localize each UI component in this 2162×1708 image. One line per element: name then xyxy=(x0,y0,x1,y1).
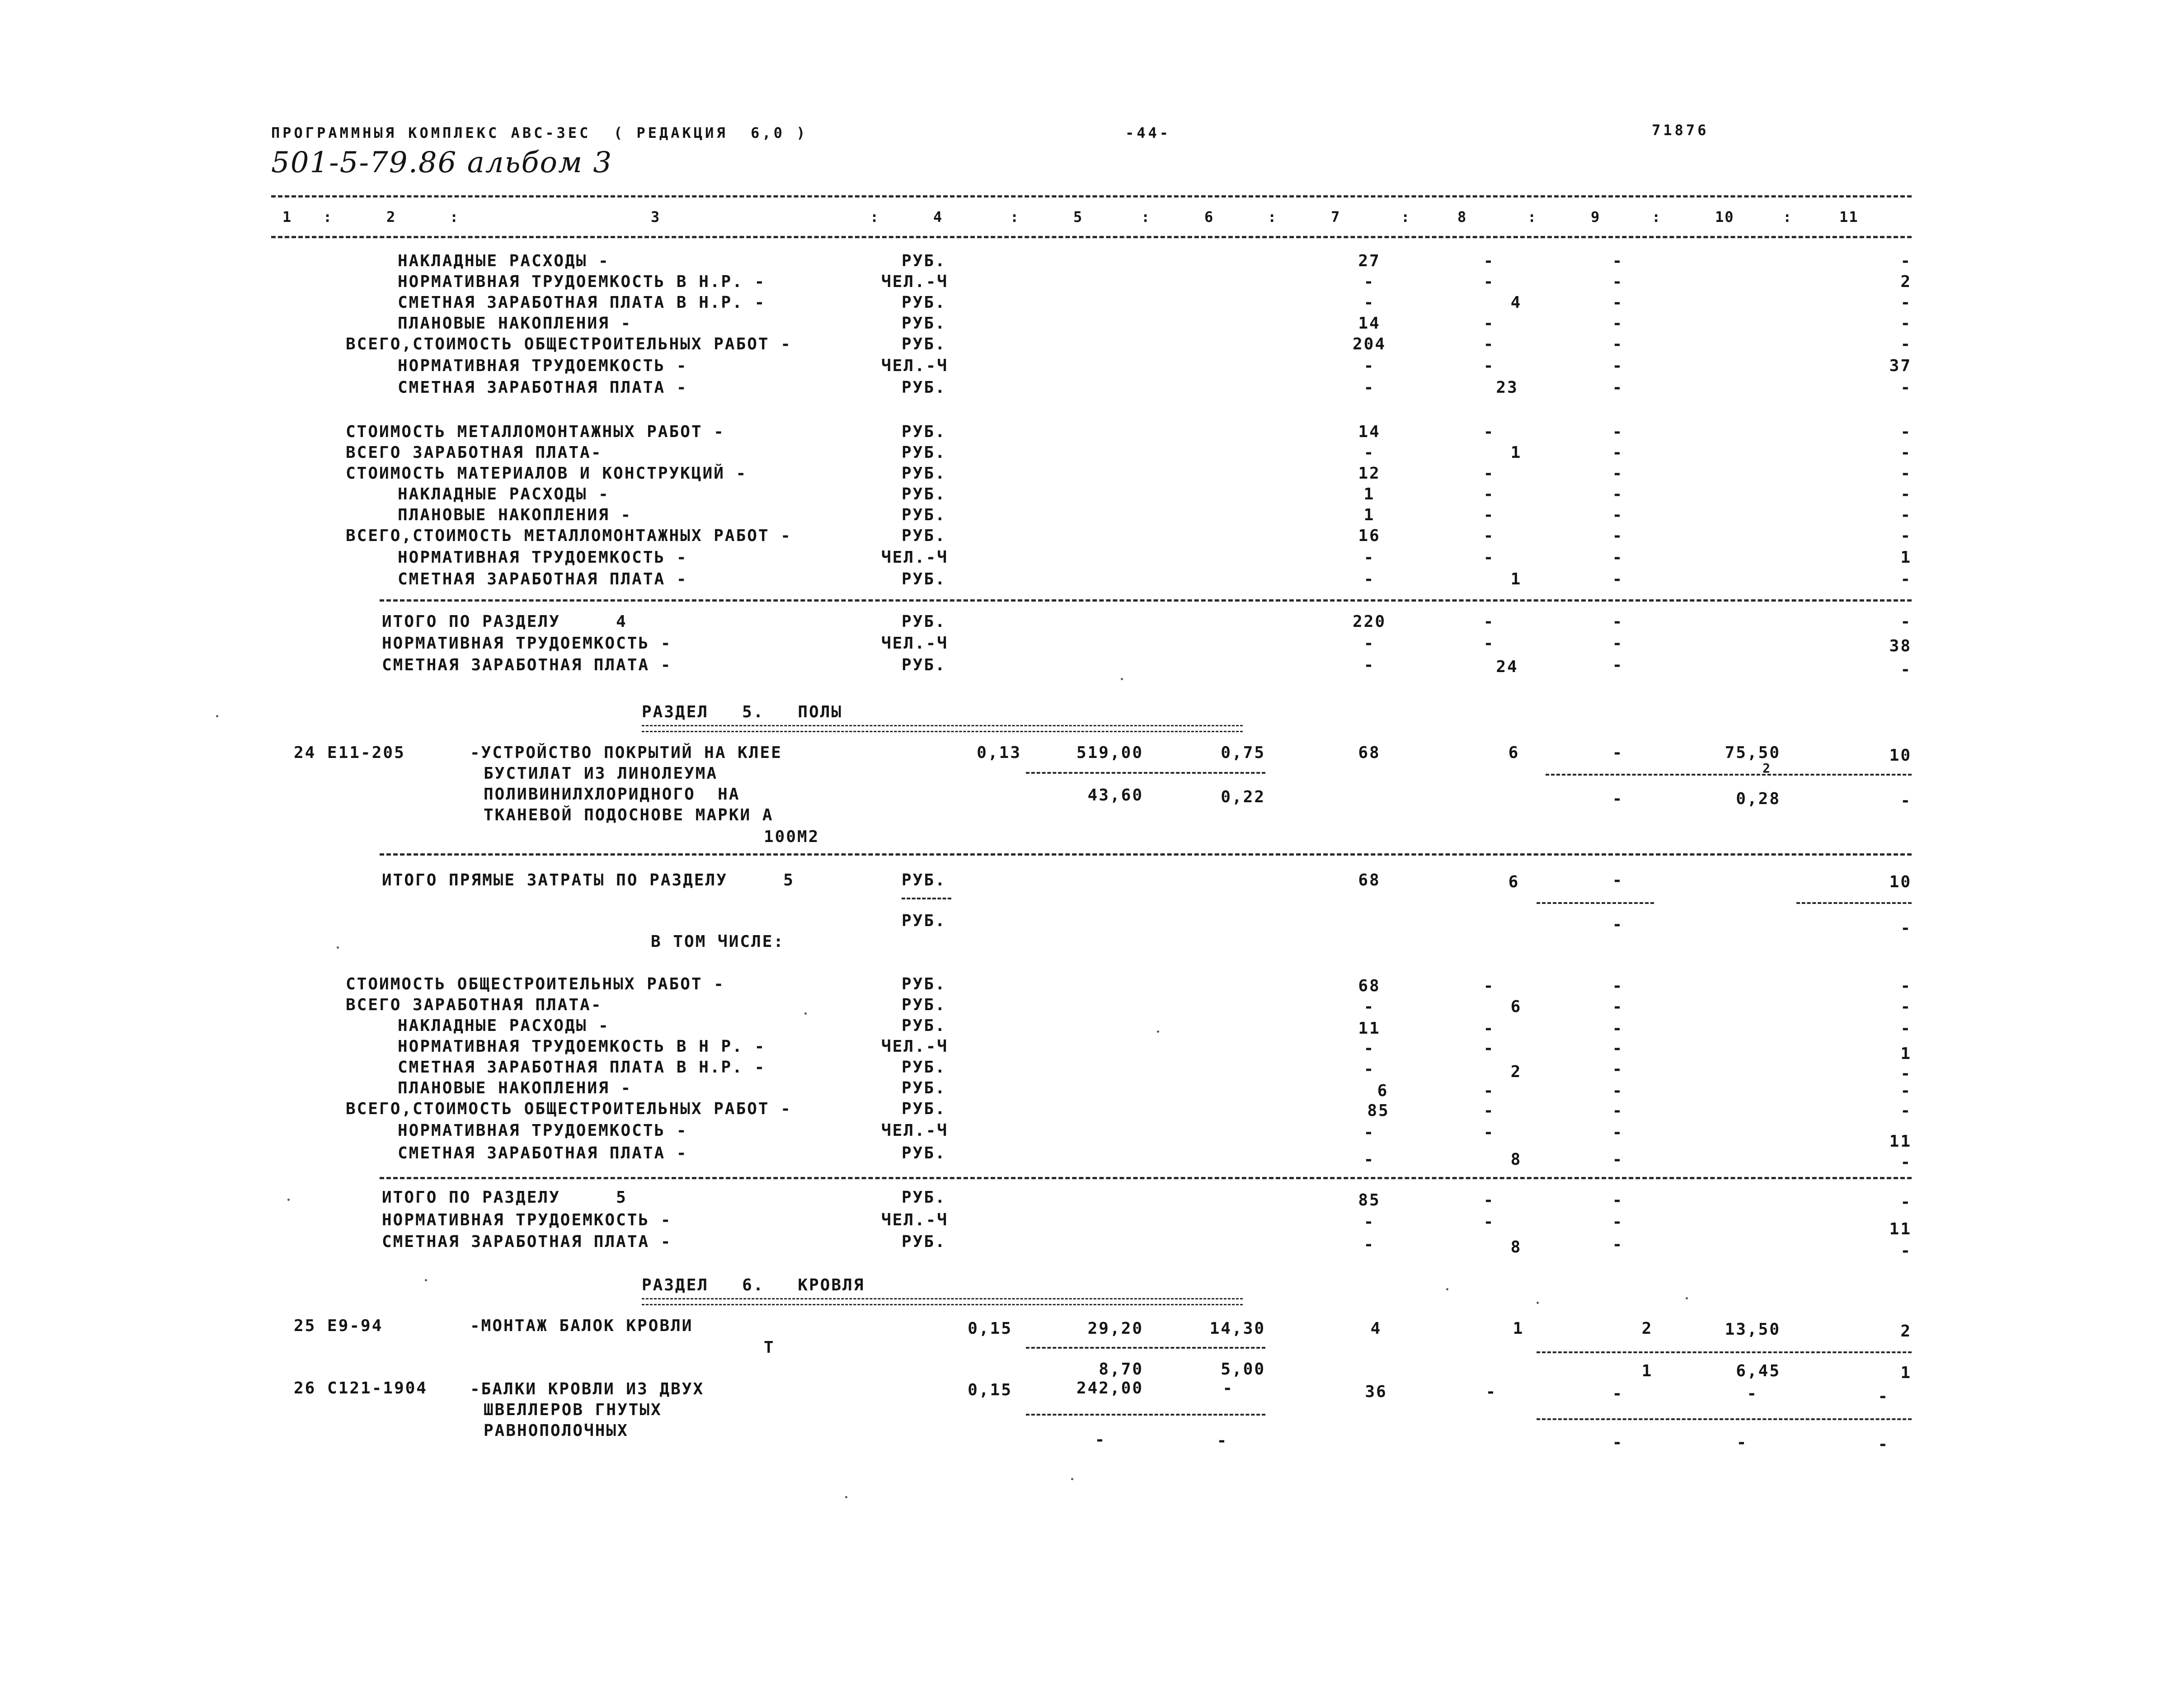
row-col7: 14 xyxy=(1358,314,1381,333)
row-col9: - xyxy=(1612,464,1624,483)
row-col8: - xyxy=(1483,1123,1495,1142)
row-label: СТОИМОСТЬ ОБЩЕСТРОИТЕЛЬНЫХ РАБОТ - xyxy=(346,975,725,993)
direct-costs-unit-2: РУБ. xyxy=(902,912,946,930)
row-col11: 38 xyxy=(1889,637,1912,655)
row-label: СТОИМОСТЬ МАТЕРИАЛОВ И КОНСТРУКЦИЙ - xyxy=(346,464,747,483)
column-header-top-rule xyxy=(271,195,1912,198)
scan-speck xyxy=(1686,1297,1688,1299)
row-col9: - xyxy=(1612,1101,1624,1120)
item-col11b: - xyxy=(1900,791,1912,810)
row-col8: - xyxy=(1483,464,1495,483)
row-col11: - xyxy=(1900,314,1912,333)
row-label: НОРМАТИВНАЯ ТРУДОЕМКОСТЬ В Н.Р. - xyxy=(398,273,766,291)
row-label: СМЕТНАЯ ЗАРАБОТНАЯ ПЛАТА В Н.Р. - xyxy=(398,1058,766,1077)
scan-speck xyxy=(1071,1478,1073,1480)
row-unit: ЧЕЛ.-Ч xyxy=(881,357,949,375)
row-col8: - xyxy=(1483,357,1495,375)
row-unit: РУБ. xyxy=(902,485,946,503)
row-col8: - xyxy=(1483,634,1495,653)
col-10-header: 10 xyxy=(1715,208,1734,226)
row-col9: - xyxy=(1612,1082,1624,1100)
section-5-total-rule xyxy=(380,1177,1912,1179)
row-col8: - xyxy=(1483,1019,1495,1038)
col-2-header: 2 xyxy=(386,208,396,226)
item-description: ТКАНЕВОЙ ПОДОСНОВЕ МАРКИ А xyxy=(484,806,774,824)
direct-costs-unit-rule xyxy=(902,898,951,899)
row-col8: - xyxy=(1483,506,1495,524)
row-unit: РУБ. xyxy=(902,612,946,631)
col-separator: : xyxy=(1528,208,1537,226)
row-col7: - xyxy=(1363,1150,1375,1169)
row-label: СМЕТНАЯ ЗАРАБОТНАЯ ПЛАТА - xyxy=(398,570,688,588)
program-header: ПРОГРАММНЫЯ КОМПЛЕКС АВС-3ЕС ( РЕДАКЦИЯ 6,0 ) xyxy=(271,124,808,141)
scan-speck xyxy=(1121,678,1123,680)
row-col9: - xyxy=(1612,506,1624,524)
row-label: НОРМАТИВНАЯ ТРУДОЕМКОСТЬ - xyxy=(398,357,688,375)
item-col4: 0,15 xyxy=(968,1381,1012,1399)
item-col5: 29,20 xyxy=(1087,1319,1143,1338)
row-col11: - xyxy=(1900,335,1912,353)
row-unit: РУБ. xyxy=(902,335,946,353)
item-description: -УСТРОЙСТВО ПОКРЫТИЙ НА КЛЕЕ xyxy=(470,743,782,762)
item-col6: - xyxy=(1222,1379,1234,1397)
item-unit: 100М2 xyxy=(764,828,820,846)
row-col11: - xyxy=(1900,527,1912,545)
row-unit: РУБ. xyxy=(902,293,946,312)
direct-costs-col7: 68 xyxy=(1358,871,1381,889)
section-4-total-rule xyxy=(380,599,1912,602)
col-4-header: 4 xyxy=(933,208,943,226)
row-unit: РУБ. xyxy=(902,1079,946,1097)
row-col7: 85 xyxy=(1358,1191,1381,1209)
row-col7: - xyxy=(1363,443,1375,462)
item-col11: 10 xyxy=(1889,746,1912,765)
col-separator: : xyxy=(870,208,880,226)
section-title: РАЗДЕЛ 5. ПОЛЫ xyxy=(642,703,843,721)
item-col6: 0,75 xyxy=(1221,743,1265,762)
row-col8: - xyxy=(1483,273,1495,291)
col-separator: : xyxy=(1652,208,1662,226)
row-col11: - xyxy=(1900,1019,1912,1038)
item-col5b: - xyxy=(1095,1430,1106,1449)
direct-costs-col9-rule xyxy=(1537,902,1654,904)
row-col8: - xyxy=(1483,548,1495,567)
row-label: ВСЕГО,СТОИМОСТЬ ОБЩЕСТРОИТЕЛЬНЫХ РАБОТ - xyxy=(346,335,792,353)
scan-speck xyxy=(216,715,218,717)
col-separator: : xyxy=(450,208,460,226)
direct-costs-label: ИТОГО ПРЯМЫЕ ЗАТРАТЫ ПО РАЗДЕЛУ 5 xyxy=(382,871,794,889)
row-col9: - xyxy=(1612,998,1624,1016)
row-col8: - xyxy=(1483,1101,1495,1120)
row-col11: - xyxy=(1900,1064,1912,1083)
item-col7: 4 xyxy=(1370,1319,1382,1338)
item-col6b: - xyxy=(1217,1431,1228,1450)
row-col11: - xyxy=(1900,998,1912,1016)
row-unit: РУБ. xyxy=(902,464,946,483)
row-col8: - xyxy=(1483,612,1495,631)
row-unit: ЧЕЛ.-Ч xyxy=(881,273,949,291)
row-col7: - xyxy=(1363,1123,1375,1142)
row-unit: РУБ. xyxy=(902,570,946,588)
item-description: -МОНТАЖ БАЛОК КРОВЛИ xyxy=(470,1317,693,1335)
item-col9: - xyxy=(1612,1384,1624,1403)
col-separator: : xyxy=(1268,208,1278,226)
row-col7: - xyxy=(1363,1235,1375,1254)
row-col8: - xyxy=(1483,1082,1495,1100)
item-sub-rule xyxy=(1537,1351,1912,1353)
row-col7: 85 xyxy=(1367,1101,1390,1120)
row-col8: 1 xyxy=(1510,443,1522,462)
row-col11: - xyxy=(1900,1153,1912,1172)
row-unit: РУБ. xyxy=(902,656,946,674)
scan-speck xyxy=(337,946,339,949)
row-col8: 8 xyxy=(1510,1150,1522,1169)
row-col7: - xyxy=(1363,998,1375,1016)
direct-costs-rule xyxy=(380,853,1912,856)
item-unit: Т xyxy=(764,1338,775,1357)
row-col11: - xyxy=(1900,293,1912,312)
item-col5: 519,00 xyxy=(1076,743,1143,762)
direct-costs-unit: РУБ. xyxy=(902,871,946,889)
scan-speck xyxy=(1446,1288,1448,1290)
row-label: ВСЕГО,СТОИМОСТЬ ОБЩЕСТРОИТЕЛЬНЫХ РАБОТ - xyxy=(346,1100,792,1118)
row-col8: - xyxy=(1483,1191,1495,1209)
row-col11: - xyxy=(1900,443,1912,462)
row-col7: - xyxy=(1363,378,1375,397)
row-label: ИТОГО ПО РАЗДЕЛУ 4 xyxy=(382,612,627,631)
row-col7: - xyxy=(1363,1213,1375,1231)
item-description: ПОЛИВИНИЛХЛОРИДНОГО НА xyxy=(484,785,740,804)
row-label: НОРМАТИВНАЯ ТРУДОЕМКОСТЬ - xyxy=(398,1121,688,1140)
row-col9: - xyxy=(1612,378,1624,397)
row-col11: - xyxy=(1900,612,1912,631)
row-unit: РУБ. xyxy=(902,527,946,545)
direct-costs-col11: 10 xyxy=(1889,873,1912,891)
row-col8: 1 xyxy=(1510,570,1522,588)
row-col7: 12 xyxy=(1358,464,1381,483)
row-col11: 11 xyxy=(1889,1132,1912,1151)
row-col9: - xyxy=(1612,1019,1624,1038)
section-title-rule xyxy=(642,1298,1243,1305)
row-col8: 24 xyxy=(1496,658,1518,676)
item-col9b: - xyxy=(1612,1433,1624,1452)
row-label: НАКЛАДНЫЕ РАСХОДЫ - xyxy=(398,485,610,503)
row-label: СМЕТНАЯ ЗАРАБОТНАЯ ПЛАТА - xyxy=(382,1233,672,1251)
row-col9: - xyxy=(1612,527,1624,545)
row-col9: - xyxy=(1612,293,1624,312)
row-col11: - xyxy=(1900,252,1912,270)
row-col7: 14 xyxy=(1358,423,1381,441)
row-col11: - xyxy=(1900,378,1912,397)
row-label: НАКЛАДНЫЕ РАСХОДЫ - xyxy=(398,252,610,270)
row-unit: РУБ. xyxy=(902,314,946,333)
col-1-header: 1 xyxy=(282,208,292,226)
item-col6: 14,30 xyxy=(1209,1319,1265,1338)
item-number: 24 Е11-205 xyxy=(294,743,405,762)
section-title: РАЗДЕЛ 6. КРОВЛЯ xyxy=(642,1276,865,1294)
row-unit: РУБ. xyxy=(902,1144,946,1162)
row-col9: - xyxy=(1612,1060,1624,1078)
row-label: ПЛАНОВЫЕ НАКОПЛЕНИЯ - xyxy=(398,506,632,524)
row-unit: ЧЕЛ.-Ч xyxy=(881,1211,949,1229)
row-label: НОРМАТИВНАЯ ТРУДОЕМКОСТЬ - xyxy=(398,548,688,567)
row-unit: РУБ. xyxy=(902,506,946,524)
item-col7: 68 xyxy=(1358,743,1381,762)
col-9-header: 9 xyxy=(1591,208,1601,226)
row-col8: - xyxy=(1483,335,1495,353)
direct-costs-col11-rule xyxy=(1796,902,1912,904)
row-col9: - xyxy=(1612,335,1624,353)
page-number: -44- xyxy=(1125,124,1171,141)
row-col11: - xyxy=(1900,660,1912,679)
row-col11: 1 xyxy=(1900,1045,1912,1063)
row-col7: - xyxy=(1363,570,1375,588)
row-label: ВСЕГО ЗАРАБОТНАЯ ПЛАТА- xyxy=(346,996,602,1014)
row-label: НОРМАТИВНАЯ ТРУДОЕМКОСТЬ - xyxy=(382,634,672,653)
row-col11: 2 xyxy=(1900,273,1912,291)
item-col10-sub: 2 xyxy=(1762,761,1772,776)
item-col8: 6 xyxy=(1508,743,1520,762)
scan-speck xyxy=(287,1199,290,1201)
handwritten-album-note: 501-5-79.86 альбом 3 xyxy=(271,146,613,179)
row-label: СТОИМОСТЬ МЕТАЛЛОМОНТАЖНЫХ РАБОТ - xyxy=(346,423,725,441)
item-col10b: 0,28 xyxy=(1736,790,1781,808)
row-col11: 11 xyxy=(1889,1220,1912,1238)
row-col9: - xyxy=(1612,1150,1624,1169)
item-description: ШВЕЛЛЕРОВ ГНУТЫХ xyxy=(484,1401,662,1419)
row-col7: - xyxy=(1363,634,1375,653)
row-unit: РУБ. xyxy=(902,252,946,270)
row-label: ВСЕГО ЗАРАБОТНАЯ ПЛАТА- xyxy=(346,443,602,462)
row-col7: - xyxy=(1363,273,1375,291)
row-col9: - xyxy=(1612,656,1624,674)
row-col7: 1 xyxy=(1363,485,1375,503)
row-col11: - xyxy=(1900,506,1912,524)
row-col7: 1 xyxy=(1363,506,1375,524)
row-label: НАКЛАДНЫЕ РАСХОДЫ - xyxy=(398,1016,610,1035)
row-col8: - xyxy=(1483,527,1495,545)
item-number: 26 С121-1904 xyxy=(294,1379,428,1397)
row-col7: 68 xyxy=(1358,977,1381,995)
row-col11: 1 xyxy=(1900,548,1912,567)
row-col7: - xyxy=(1363,293,1375,312)
row-col7: - xyxy=(1363,1060,1375,1078)
row-col11: 37 xyxy=(1889,357,1912,375)
row-col9: - xyxy=(1612,977,1624,995)
row-unit: РУБ. xyxy=(902,423,946,441)
col-6-header: 6 xyxy=(1204,208,1214,226)
scan-speck xyxy=(1157,1030,1159,1033)
col-11-header: 11 xyxy=(1839,208,1859,226)
direct-costs-col9b: - xyxy=(1612,915,1624,934)
row-col8: 8 xyxy=(1510,1238,1522,1256)
row-col8: - xyxy=(1483,1213,1495,1231)
row-col7: 220 xyxy=(1352,612,1386,631)
row-label: НОРМАТИВНАЯ ТРУДОЕМКОСТЬ В Н Р. - xyxy=(398,1037,766,1056)
scan-speck xyxy=(804,1012,807,1015)
item-col10b: 6,45 xyxy=(1736,1362,1781,1380)
row-unit: РУБ. xyxy=(902,1233,946,1251)
item-col11b: - xyxy=(1878,1435,1889,1454)
item-sub-rule xyxy=(1537,1418,1912,1420)
row-col8: - xyxy=(1483,977,1495,995)
row-unit: РУБ. xyxy=(902,975,946,993)
item-col5b: 8,70 xyxy=(1099,1360,1143,1379)
row-unit: РУБ. xyxy=(902,1100,946,1118)
item-col5b: 43,60 xyxy=(1087,786,1143,805)
row-col9: - xyxy=(1612,485,1624,503)
col-3-header: 3 xyxy=(651,208,661,226)
row-unit: ЧЕЛ.-Ч xyxy=(881,1037,949,1056)
row-col8: - xyxy=(1483,485,1495,503)
row-col9: - xyxy=(1612,612,1624,631)
row-col8: - xyxy=(1483,1039,1495,1058)
item-description: -БАЛКИ КРОВЛИ ИЗ ДВУХ xyxy=(470,1380,705,1398)
row-col7: - xyxy=(1363,548,1375,567)
document-code: 71876 xyxy=(1652,122,1709,139)
row-col7: - xyxy=(1363,656,1375,674)
direct-costs-col8: 6 xyxy=(1508,873,1520,891)
column-header-bottom-rule xyxy=(271,236,1912,238)
row-col9: - xyxy=(1612,570,1624,588)
row-unit: РУБ. xyxy=(902,1016,946,1035)
item-col11: 2 xyxy=(1900,1322,1912,1341)
item-col4: 0,13 xyxy=(977,743,1021,762)
row-col7: 204 xyxy=(1352,335,1386,353)
row-unit: ЧЕЛ.-Ч xyxy=(881,1121,949,1140)
row-unit: ЧЕЛ.-Ч xyxy=(881,634,949,653)
row-col11: - xyxy=(1900,464,1912,483)
row-label: СМЕТНАЯ ЗАРАБОТНАЯ ПЛАТА В Н.Р. - xyxy=(398,293,766,312)
row-label: ПЛАНОВЫЕ НАКОПЛЕНИЯ - xyxy=(398,1079,632,1097)
item-col8: - xyxy=(1485,1383,1497,1401)
row-col8: 6 xyxy=(1510,998,1522,1016)
row-col9: - xyxy=(1612,443,1624,462)
col-8-header: 8 xyxy=(1457,208,1467,226)
item-col6b: 5,00 xyxy=(1221,1360,1265,1379)
item-description: БУСТИЛАТ ИЗ ЛИНОЛЕУМА xyxy=(484,764,718,783)
row-col11: - xyxy=(1900,485,1912,503)
item-col8: 1 xyxy=(1513,1319,1524,1338)
row-col9: - xyxy=(1612,1191,1624,1209)
scan-speck xyxy=(845,1496,847,1498)
row-col9: - xyxy=(1612,357,1624,375)
direct-costs-col9: - xyxy=(1612,871,1624,889)
row-label: СМЕТНАЯ ЗАРАБОТНАЯ ПЛАТА - xyxy=(382,656,672,674)
col-separator: : xyxy=(1141,208,1151,226)
item-col9b: 1 xyxy=(1641,1362,1653,1380)
row-col9: - xyxy=(1612,1213,1624,1231)
col-separator: : xyxy=(1010,208,1020,226)
row-unit: РУБ. xyxy=(902,378,946,397)
row-col9: - xyxy=(1612,1039,1624,1058)
section-title-rule xyxy=(642,725,1243,732)
row-unit: РУБ. xyxy=(902,996,946,1014)
row-col9: - xyxy=(1612,1235,1624,1254)
item-col9b: - xyxy=(1612,790,1624,808)
row-col8: 2 xyxy=(1510,1063,1522,1081)
item-col11: - xyxy=(1878,1387,1889,1406)
row-col8: - xyxy=(1483,423,1495,441)
item-col9: 2 xyxy=(1641,1319,1653,1338)
scan-speck xyxy=(425,1279,427,1281)
row-col11: - xyxy=(1900,570,1912,588)
row-unit: РУБ. xyxy=(902,443,946,462)
row-col7: 11 xyxy=(1358,1019,1381,1038)
item-col10b: - xyxy=(1736,1433,1748,1452)
row-col11: - xyxy=(1900,1193,1912,1211)
item-col6b: 0,22 xyxy=(1221,788,1265,806)
row-unit: РУБ. xyxy=(902,1058,946,1077)
row-col9: - xyxy=(1612,273,1624,291)
row-label: ИТОГО ПО РАЗДЕЛУ 5 xyxy=(382,1188,627,1207)
row-col11: - xyxy=(1900,1242,1912,1260)
item-col10: 75,50 xyxy=(1725,743,1781,762)
col-separator: : xyxy=(1783,208,1793,226)
col-separator: : xyxy=(1401,208,1411,226)
row-col11: - xyxy=(1900,1082,1912,1100)
row-label: СМЕТНАЯ ЗАРАБОТНАЯ ПЛАТА - xyxy=(398,378,688,397)
row-col8: 23 xyxy=(1496,378,1518,397)
item-col4: 0,15 xyxy=(968,1319,1012,1338)
including-caption: В ТОМ ЧИСЛЕ: xyxy=(651,932,785,951)
row-col7: 16 xyxy=(1358,527,1381,545)
row-col9: - xyxy=(1612,548,1624,567)
item-description: РАВНОПОЛОЧНЫХ xyxy=(484,1421,629,1440)
item-sub-rule xyxy=(1026,1414,1265,1416)
item-col10: 13,50 xyxy=(1725,1320,1781,1339)
item-number: 25 Е9-94 xyxy=(294,1317,383,1335)
row-col11: - xyxy=(1900,1101,1912,1120)
row-unit: ЧЕЛ.-Ч xyxy=(881,548,949,567)
item-col9: - xyxy=(1612,743,1624,762)
scan-speck xyxy=(1537,1302,1539,1304)
item-col11b: 1 xyxy=(1900,1364,1912,1382)
row-col7: - xyxy=(1363,1039,1375,1058)
row-col8: - xyxy=(1483,314,1495,333)
item-col10: - xyxy=(1747,1384,1758,1403)
direct-costs-col11b: - xyxy=(1900,919,1912,937)
row-col8: - xyxy=(1483,252,1495,270)
item-col5: 242,00 xyxy=(1076,1379,1143,1397)
row-col9: - xyxy=(1612,1123,1624,1142)
row-col8: 4 xyxy=(1510,293,1522,312)
col-7-header: 7 xyxy=(1331,208,1341,226)
row-label: СМЕТНАЯ ЗАРАБОТНАЯ ПЛАТА - xyxy=(398,1144,688,1162)
row-unit: РУБ. xyxy=(902,1188,946,1207)
row-col7: - xyxy=(1363,357,1375,375)
row-col11: - xyxy=(1900,423,1912,441)
item-col7: 36 xyxy=(1365,1383,1387,1401)
row-col7: 6 xyxy=(1377,1082,1389,1100)
row-col7: 27 xyxy=(1358,252,1381,270)
item-sub-rule xyxy=(1026,1347,1265,1349)
row-label: НОРМАТИВНАЯ ТРУДОЕМКОСТЬ - xyxy=(382,1211,672,1229)
item-sub-rule xyxy=(1026,772,1265,774)
col-separator: : xyxy=(323,208,333,226)
row-col9: - xyxy=(1612,634,1624,653)
col-5-header: 5 xyxy=(1073,208,1083,226)
row-label: ВСЕГО,СТОИМОСТЬ МЕТАЛЛОМОНТАЖНЫХ РАБОТ - xyxy=(346,527,792,545)
row-col11: - xyxy=(1900,977,1912,995)
row-label: ПЛАНОВЫЕ НАКОПЛЕНИЯ - xyxy=(398,314,632,333)
row-col9: - xyxy=(1612,423,1624,441)
row-col9: - xyxy=(1612,314,1624,333)
row-col9: - xyxy=(1612,252,1624,270)
